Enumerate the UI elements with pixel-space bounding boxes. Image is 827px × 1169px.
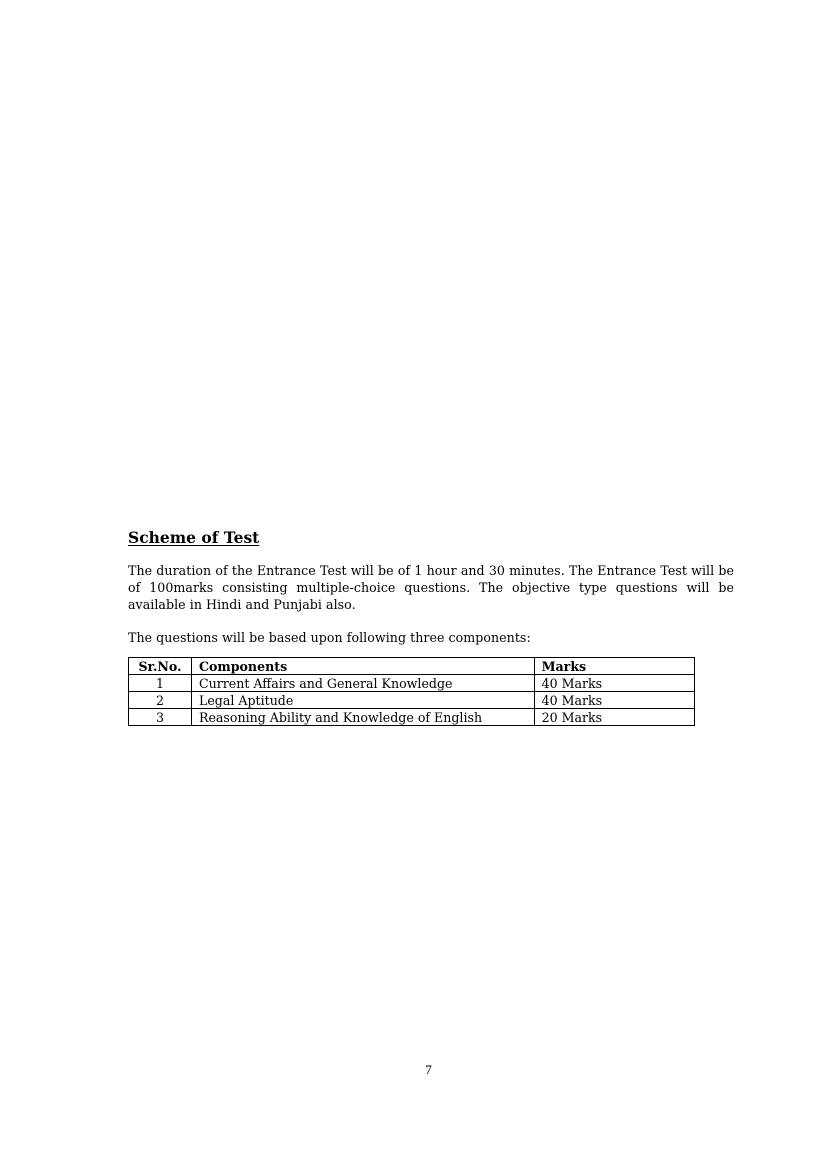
row-marks: 40 Marks	[534, 675, 694, 692]
row-sr-no: 1	[129, 675, 192, 692]
components-table	[128, 657, 695, 726]
row-sr-no: 2	[129, 692, 192, 709]
components-intro-paragraph: The questions will be based upon following three components:	[128, 630, 531, 645]
table-header-row	[129, 658, 695, 675]
table-row	[129, 675, 695, 692]
duration-paragraph: The duration of the Entrance Test will be of 1 hour and 30 minutes. The Entrance Test will be of 100marks consisting multiple-choice questions. The objective type questions will be available in Hindi and Punjabi also.	[128, 563, 734, 612]
row-component: Reasoning Ability and Knowledge of English	[191, 709, 534, 726]
section-heading: Scheme of Test	[128, 528, 260, 547]
header-sr-no: Sr.No.	[129, 658, 192, 675]
row-marks: 20 Marks	[534, 709, 694, 726]
header-marks: Marks	[534, 658, 694, 675]
row-sr-no: 3	[129, 709, 192, 726]
row-marks: 40 Marks	[534, 692, 694, 709]
row-component: Legal Aptitude	[191, 692, 534, 709]
scheme-section	[128, 528, 734, 646]
header-components: Components	[191, 658, 534, 675]
row-component: Current Affairs and General Knowledge	[191, 675, 534, 692]
table-row	[129, 709, 695, 726]
page-number: 7	[425, 1062, 432, 1077]
table-row	[129, 692, 695, 709]
